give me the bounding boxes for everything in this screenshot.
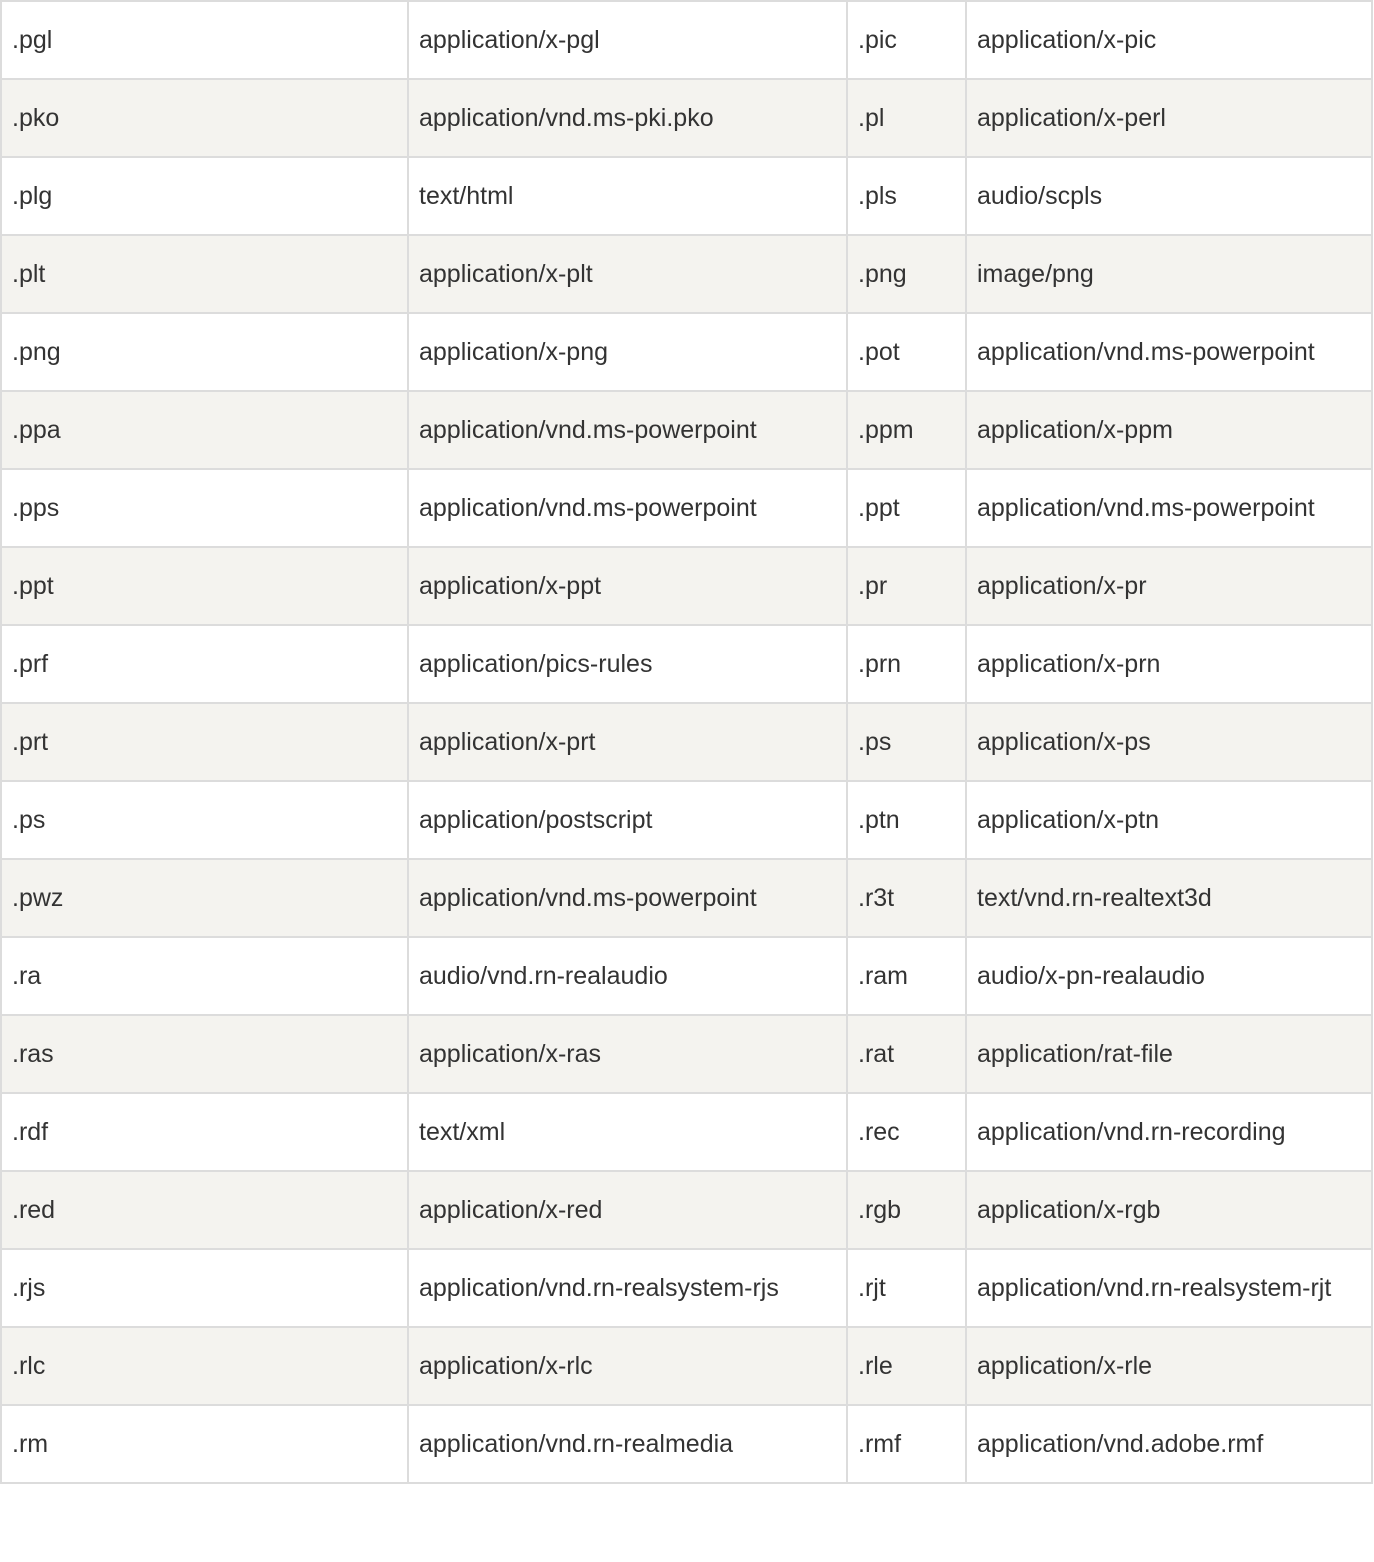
extension-cell: .ppt [847,469,966,547]
table-row [1,703,1372,781]
extension-cell: .pps [1,469,408,547]
table-row [1,391,1372,469]
table-row [1,625,1372,703]
mime-type-cell: application/x-prn [966,625,1372,703]
mime-type-cell: audio/x-pn-realaudio [966,937,1372,1015]
mime-type-cell: text/vnd.rn-realtext3d [966,859,1372,937]
mime-type-cell: application/x-ptn [966,781,1372,859]
extension-cell: .rec [847,1093,966,1171]
mime-type-cell: application/vnd.ms-powerpoint [408,859,847,937]
mime-type-cell: application/x-ppm [966,391,1372,469]
table-row [1,1327,1372,1405]
extension-cell: .pot [847,313,966,391]
table-row [1,547,1372,625]
extension-cell: .rdf [1,1093,408,1171]
extension-cell: .rm [1,1405,408,1483]
extension-cell: .rmf [847,1405,966,1483]
extension-cell: .pgl [1,1,408,79]
extension-cell: .rlc [1,1327,408,1405]
table-row [1,469,1372,547]
table-row [1,1015,1372,1093]
extension-cell: .ppt [1,547,408,625]
mime-type-cell: application/x-png [408,313,847,391]
mime-type-cell: application/vnd.ms-powerpoint [408,391,847,469]
extension-cell: .prt [1,703,408,781]
extension-cell: .ppa [1,391,408,469]
mime-type-cell: application/vnd.rn-recording [966,1093,1372,1171]
mime-type-cell: audio/vnd.rn-realaudio [408,937,847,1015]
extension-cell: .pr [847,547,966,625]
mime-type-cell: application/x-pgl [408,1,847,79]
extension-cell: .pko [1,79,408,157]
table-row [1,781,1372,859]
mime-type-cell: application/x-rgb [966,1171,1372,1249]
extension-cell: .rjs [1,1249,408,1327]
extension-cell: .r3t [847,859,966,937]
table-row [1,1405,1372,1483]
mime-type-cell: application/x-ps [966,703,1372,781]
mime-type-cell: text/html [408,157,847,235]
mime-type-cell: application/vnd.rn-realmedia [408,1405,847,1483]
mime-type-cell: application/vnd.ms-powerpoint [966,469,1372,547]
mime-type-cell: application/x-pic [966,1,1372,79]
extension-cell: .rle [847,1327,966,1405]
mime-type-cell: application/x-prt [408,703,847,781]
extension-cell: .pls [847,157,966,235]
extension-cell: .ptn [847,781,966,859]
extension-cell: .red [1,1171,408,1249]
extension-cell: .rat [847,1015,966,1093]
extension-cell: .prn [847,625,966,703]
table-row [1,79,1372,157]
extension-cell: .ps [847,703,966,781]
mime-type-cell: application/vnd.adobe.rmf [966,1405,1372,1483]
mime-type-cell: application/x-rle [966,1327,1372,1405]
mime-type-cell: application/x-ras [408,1015,847,1093]
extension-cell: .prf [1,625,408,703]
table-row [1,859,1372,937]
mime-type-cell: application/x-red [408,1171,847,1249]
mime-type-cell: image/png [966,235,1372,313]
extension-cell: .ram [847,937,966,1015]
extension-cell: .pic [847,1,966,79]
table-row [1,1,1372,79]
extension-cell: .rjt [847,1249,966,1327]
mime-type-cell: application/x-pr [966,547,1372,625]
mime-type-cell: application/vnd.ms-powerpoint [966,313,1372,391]
mime-type-cell: application/vnd.rn-realsystem-rjs [408,1249,847,1327]
mime-type-cell: application/vnd.ms-pki.pko [408,79,847,157]
mime-type-cell: application/rat-file [966,1015,1372,1093]
table-row [1,1093,1372,1171]
extension-cell: .png [1,313,408,391]
mime-type-cell: application/x-rlc [408,1327,847,1405]
mime-type-cell: audio/scpls [966,157,1372,235]
mime-type-cell: application/vnd.rn-realsystem-rjt [966,1249,1372,1327]
table-row [1,235,1372,313]
extension-cell: .pwz [1,859,408,937]
mime-table-body [1,1,1372,1483]
table-row [1,313,1372,391]
extension-cell: .ps [1,781,408,859]
extension-cell: .rgb [847,1171,966,1249]
mime-type-cell: application/x-ppt [408,547,847,625]
extension-cell: .ras [1,1015,408,1093]
mime-type-cell: application/x-perl [966,79,1372,157]
mime-type-cell: application/pics-rules [408,625,847,703]
table-row [1,937,1372,1015]
table-row [1,1249,1372,1327]
mime-type-cell: text/xml [408,1093,847,1171]
extension-cell: .pl [847,79,966,157]
extension-cell: .plg [1,157,408,235]
mime-type-cell: application/postscript [408,781,847,859]
extension-cell: .ra [1,937,408,1015]
extension-cell: .ppm [847,391,966,469]
table-row [1,1171,1372,1249]
extension-cell: .plt [1,235,408,313]
mime-type-cell: application/vnd.ms-powerpoint [408,469,847,547]
table-row [1,157,1372,235]
mime-type-cell: application/x-plt [408,235,847,313]
extension-cell: .png [847,235,966,313]
